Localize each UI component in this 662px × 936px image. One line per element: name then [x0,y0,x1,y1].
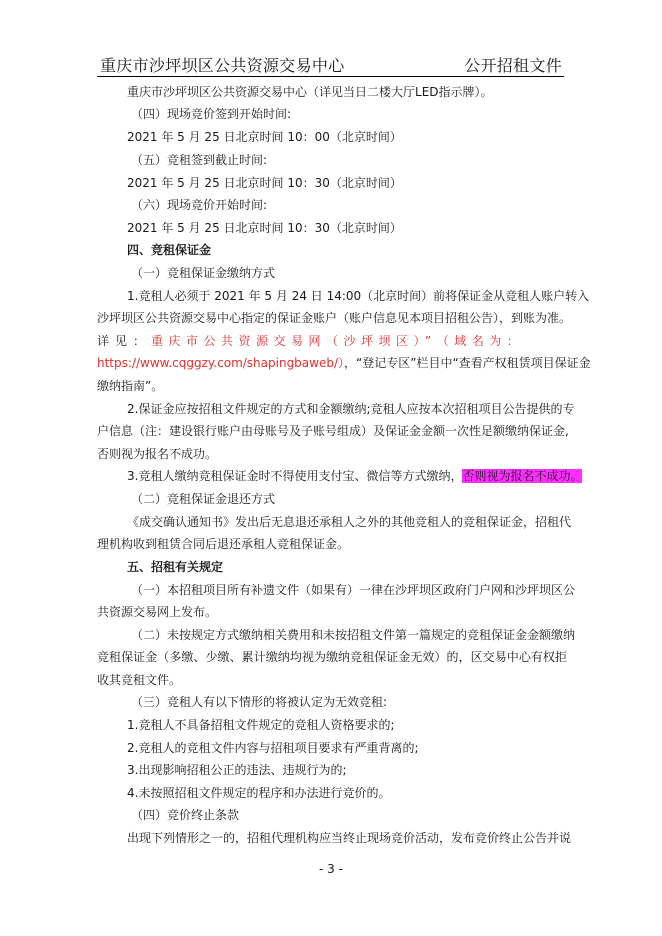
invalid-bid-heading: （三）竞租人有以下情形的将被认定为无效竞租: [131,695,388,709]
section-heading-rules: 五、招租有关规定 [127,560,224,574]
paragraph-line: 2.保证金应按招租文件规定的方式和金额缴纳;竞租人应按本次招租项目公告提供的专 [127,402,575,416]
registration-zone-text: ，“登记专区”栏目中“查看产权租赁项目保证金 [344,356,591,370]
paragraph-line: 《成交确认通知书》发出后无息退还承租人之外的其他竞租人的竞租保证金，招租代 [127,515,572,529]
paragraph-line: 否则视为报名不成功。 [97,447,218,461]
paragraph-line: 出现下列情形之一的，招租代理机构应当终止现场竞价活动，发布竞价终止公告并说 [127,831,572,845]
paragraph-line: （二）未按规定方式缴纳相关费用和未按招租文件第一篇规定的竞租保证金金额缴纳 [131,628,576,642]
header-doc-type: 公开招租文件 [464,56,562,75]
termination-clause-heading: （四）竞价终止条款 [131,808,240,822]
paragraph-line: 竞租保证金（多缴、少缴、累计缴纳均视为缴纳竞租保证金无效）的，区交易中心有权拒 [97,650,567,664]
paragraph-line: 共资源交易网上发布。 [97,605,218,619]
paragraph-line [127,466,582,486]
page-number: - 3 - [319,862,343,876]
exchange-site-url[interactable]: https://www.cqggzy.com/shapingbaweb/） [97,356,345,370]
subsection-deposit-method: （一）竞租保证金缴纳方式 [131,266,276,280]
section-heading-deposit: 四、竞租保证金 [127,243,212,257]
bidding-start-label: （六）现场竞价开始时间: [131,198,268,212]
paragraph-line: 收其竞租文件。 [97,673,182,687]
paragraph-line: （一）本招租项目所有补遗文件（如果有）一律在沙坪坝区政府门户网和沙坪坝区公 [131,583,576,597]
paragraph-line: 缴纳指南”。 [97,379,164,393]
payment-method-rule: 3.竞租人缴纳竞租保证金时不得使用支付宝、微信等方式缴纳， [127,469,463,483]
list-item: 1.竞租人不具备招租文件规定的竞租人资格要求的; [127,718,395,732]
list-item: 4.未按照招租文件规定的程序和办法进行竞价的。 [127,786,391,800]
highlighted-text: 否则视为报名不成功。 [462,469,583,483]
bidding-start-time: 2021 年 5 月 25 日北京时间 10：30（北京时间） [127,221,402,235]
subsection-deposit-refund: （二）竞租保证金退还方式 [131,492,276,506]
signin-start-time: 2021 年 5 月 25 日北京时间 10：00（北京时间） [127,130,402,144]
signin-end-label: （五）竞租签到截止时间: [131,153,268,167]
paragraph-line: 1.竞租人必须于 2021 年 5 月 24 日 14:00（北京时间）前将保证金从竞租人账户转入 [127,289,590,303]
paragraph-line: 理机构收到租赁合同后退还承租人竞租保证金。 [97,537,350,551]
signin-start-label: （四）现场竞价签到开始时间: [131,107,292,121]
see-label: 详见： [97,334,152,348]
venue-line: 重庆市沙坪坝区公共资源交易中心（详见当日二楼大厅LED指示牌）。 [127,85,493,99]
list-item: 3.出现影响招租公正的违法、违规行为的; [127,763,347,777]
list-item: 2.竞租人的竞租文件内容与招租项目要求有严重背离的; [127,741,419,755]
exchange-site-name: 重庆市公共资源交易网（沙坪坝区）”（域名为： [151,334,525,348]
paragraph-line [97,331,567,351]
paragraph-line: 户信息（注：建设银行账户由母账号及子账号组成）及保证金金额一次性足额缴纳保证金, [97,424,569,438]
signin-end-time: 2021 年 5 月 25 日北京时间 10：30（北京时间） [127,176,402,190]
header-org-name: 重庆市沙坪坝区公共资源交易中心 [100,56,345,75]
page-header [97,50,564,77]
paragraph-line: 沙坪坝区公共资源交易中心指定的保证金账户（账户信息见本项目招租公告），到账为准。 [97,311,572,325]
paragraph-line [97,353,591,373]
